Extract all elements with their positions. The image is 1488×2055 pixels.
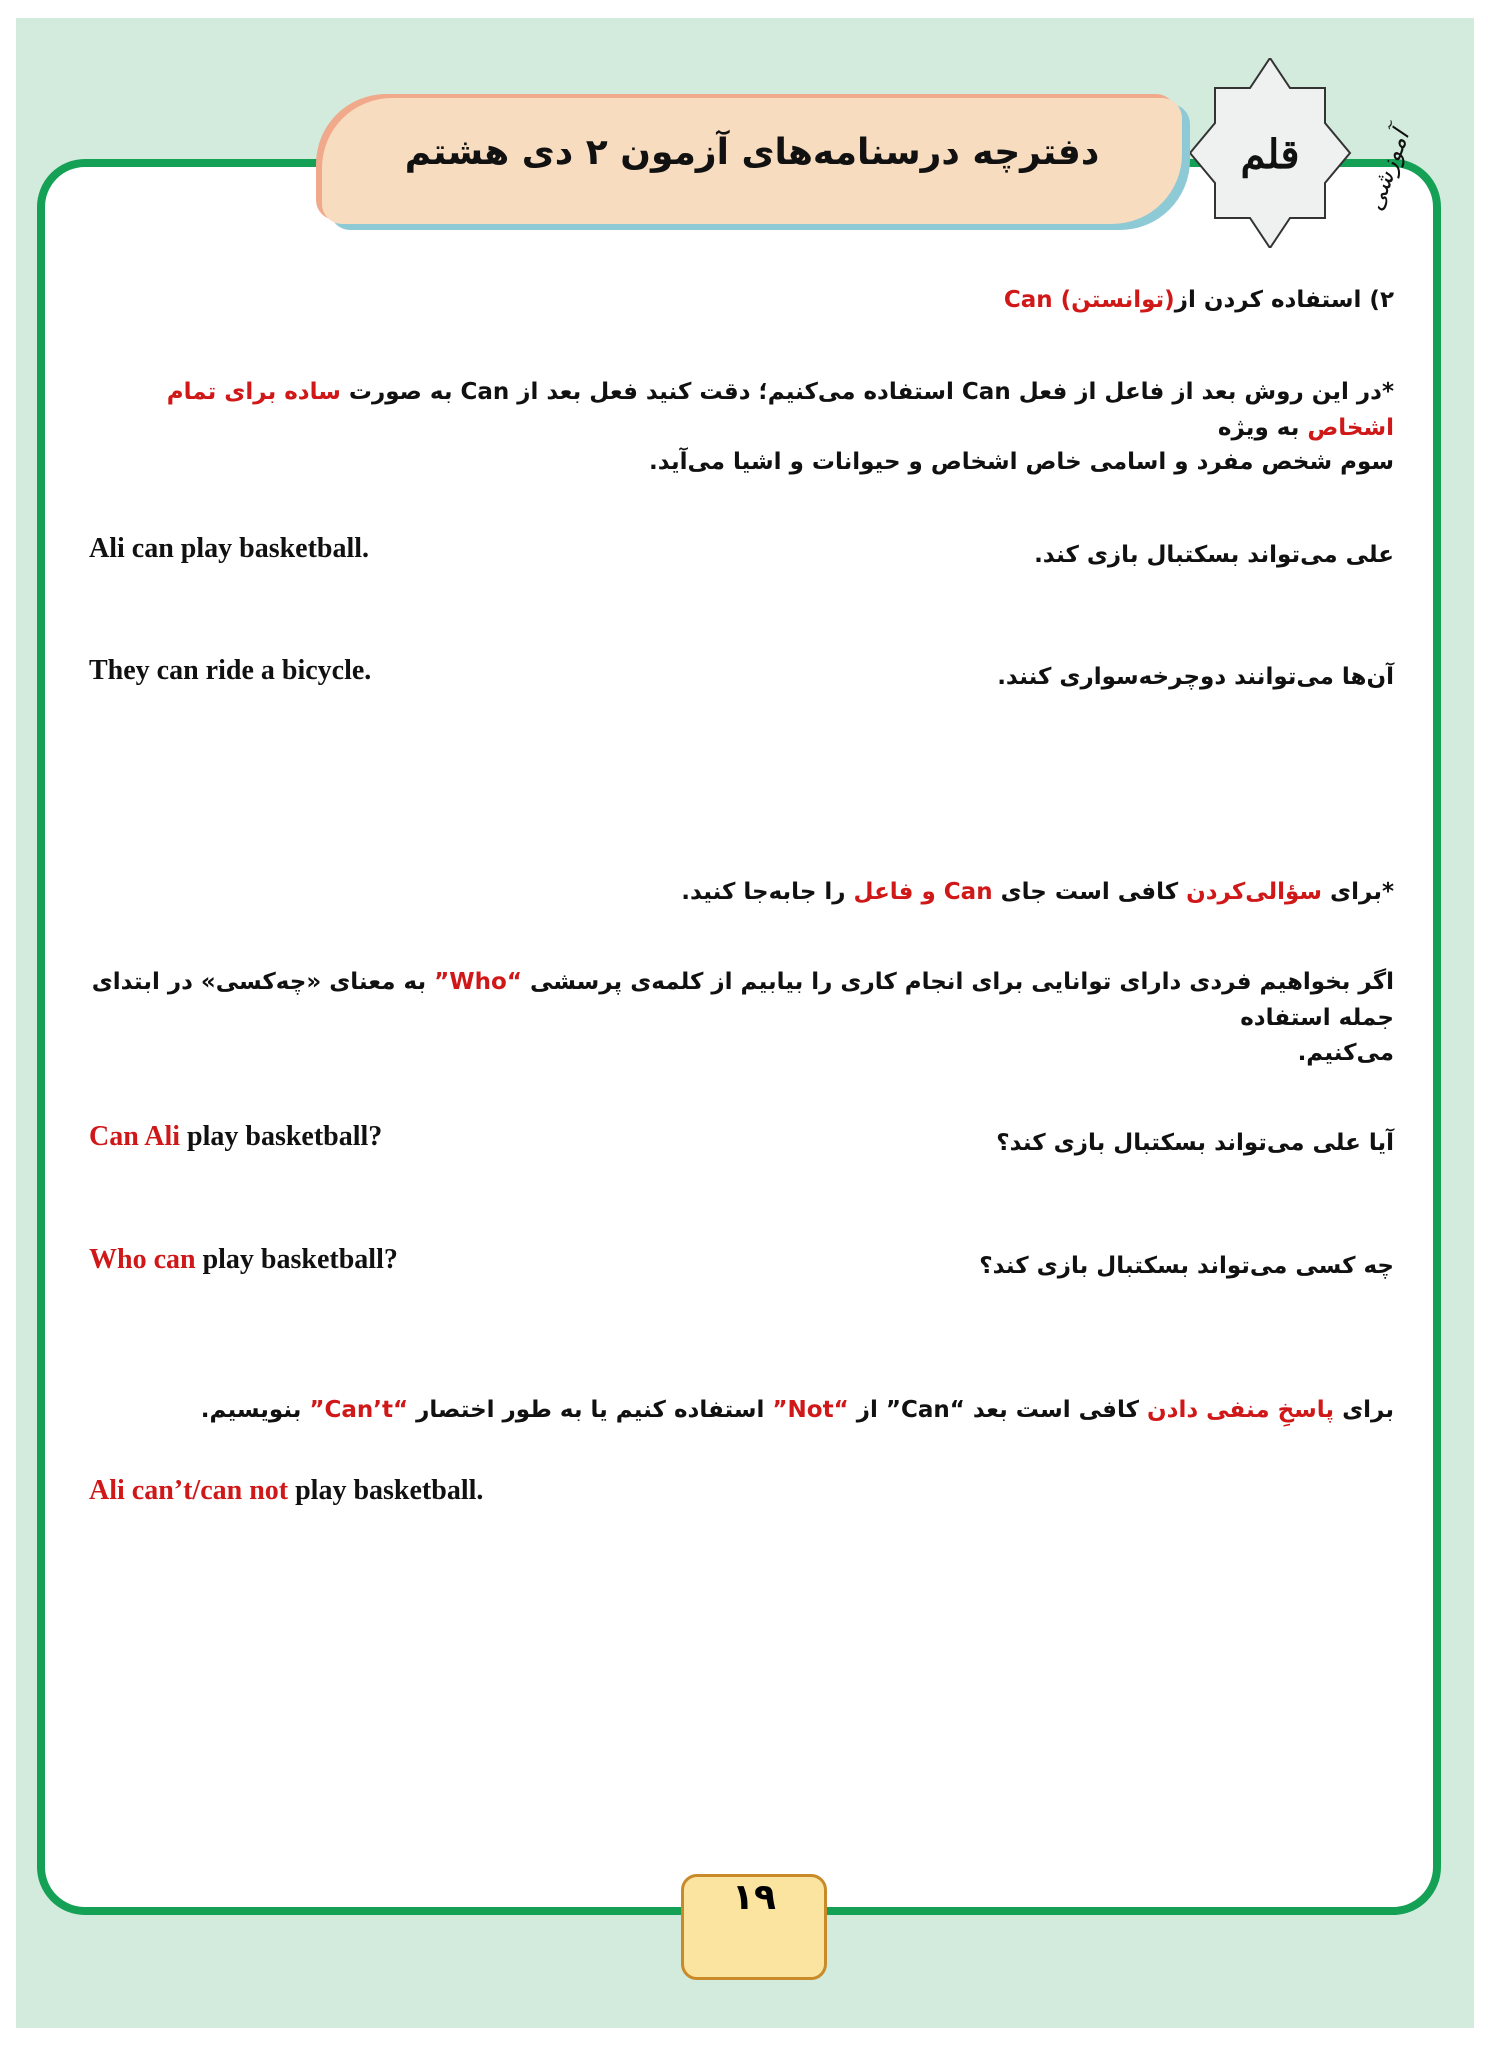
text-segment: کافی است بعد “Can” از — [848, 1397, 1148, 1423]
title-banner — [322, 98, 1182, 224]
text-segment: برای — [1334, 1397, 1394, 1423]
svg-text:قلم: قلم — [1240, 131, 1300, 178]
svg-text:آموزشی: آموزشی — [1360, 126, 1415, 215]
text-segment: *در این روش بعد از فاعل از فعل Can استفاده می‌کنیم؛ دقت کنید فعل بعد از Can به صورت — [340, 379, 1394, 405]
example-5-english — [89, 1475, 483, 1507]
highlighted-text: پاسخِ منفی دادن — [1147, 1397, 1335, 1423]
example-3-english — [89, 1121, 382, 1153]
text-segment: بنویسیم. — [200, 1397, 310, 1423]
logo-star-icon — [1190, 58, 1440, 248]
paragraph-usage-line2 — [89, 444, 1394, 480]
highlighted-text: سؤالی‌کردن — [1186, 879, 1323, 905]
highlighted-text: “Who” — [434, 969, 522, 995]
highlighted-text: Ali can’t/can not — [89, 1475, 289, 1506]
example-1-persian: علی می‌تواند بسکتبال بازی کند. — [1034, 542, 1394, 568]
text-segment: به معنای «چه‌کسی» در ابتدای جمله استفاده — [91, 969, 1394, 1031]
page-number: ۱۹ — [681, 1874, 827, 1980]
example-4-persian: چه کسی می‌تواند بسکتبال بازی کند؟ — [979, 1253, 1394, 1279]
text-segment: ۲) استفاده کردن از — [1174, 287, 1394, 313]
example-4-english — [89, 1244, 398, 1276]
ghalamchi-logo — [1190, 58, 1440, 248]
example-2-english — [89, 655, 371, 687]
text-segment: به ویژه — [1217, 415, 1308, 441]
text-segment: play basketball. — [288, 1475, 484, 1506]
section-heading — [89, 282, 1394, 318]
highlighted-text: Can و فاعل — [853, 879, 993, 905]
page-title: دفترچه درسنامه‌های آزمون ۲ دی هشتم — [404, 132, 1100, 173]
highlighted-text: “Can’t” — [309, 1397, 409, 1423]
example-2-persian: آن‌ها می‌توانند دوچرخه‌سواری کنند. — [997, 664, 1394, 690]
highlighted-text: ساده برای تمام اشخاص — [166, 379, 1394, 441]
highlighted-text: Can Ali — [89, 1121, 181, 1152]
text-segment: می‌کنیم. — [1297, 1040, 1394, 1066]
text-segment: play basketball? — [195, 1244, 398, 1275]
text-segment: کافی است جای — [992, 879, 1187, 905]
text-segment: سوم شخص مفرد و اسامی خاص اشخاص و حیوانات و اشیا می‌آید. — [648, 449, 1394, 475]
paragraph-negative — [89, 1392, 1394, 1428]
text-segment: استفاده کنیم یا به طور اختصار — [408, 1397, 773, 1423]
text-segment: Ali can play basketball. — [89, 533, 370, 564]
paragraph-who-line2 — [89, 1035, 1394, 1071]
highlighted-text: (توانستن) Can — [1003, 287, 1175, 313]
text-segment: They can ride a bicycle. — [89, 655, 372, 686]
paragraph-usage-line1 — [89, 374, 1394, 446]
text-segment: *برای — [1322, 879, 1394, 905]
paragraph-who-line1 — [89, 964, 1394, 1036]
example-3-persian: آیا علی می‌تواند بسکتبال بازی کند؟ — [996, 1130, 1394, 1156]
text-segment: را جابه‌جا کنید. — [681, 879, 854, 905]
paragraph-question — [89, 874, 1394, 910]
highlighted-text: Who can — [89, 1244, 196, 1275]
highlighted-text: “Not” — [772, 1397, 849, 1423]
text-segment: اگر بخواهیم فردی دارای توانایی برای انجام کاری را بیابیم از کلمه‌ی پرسشی — [521, 969, 1394, 995]
example-1-english — [89, 533, 369, 565]
text-segment: play basketball? — [180, 1121, 383, 1152]
